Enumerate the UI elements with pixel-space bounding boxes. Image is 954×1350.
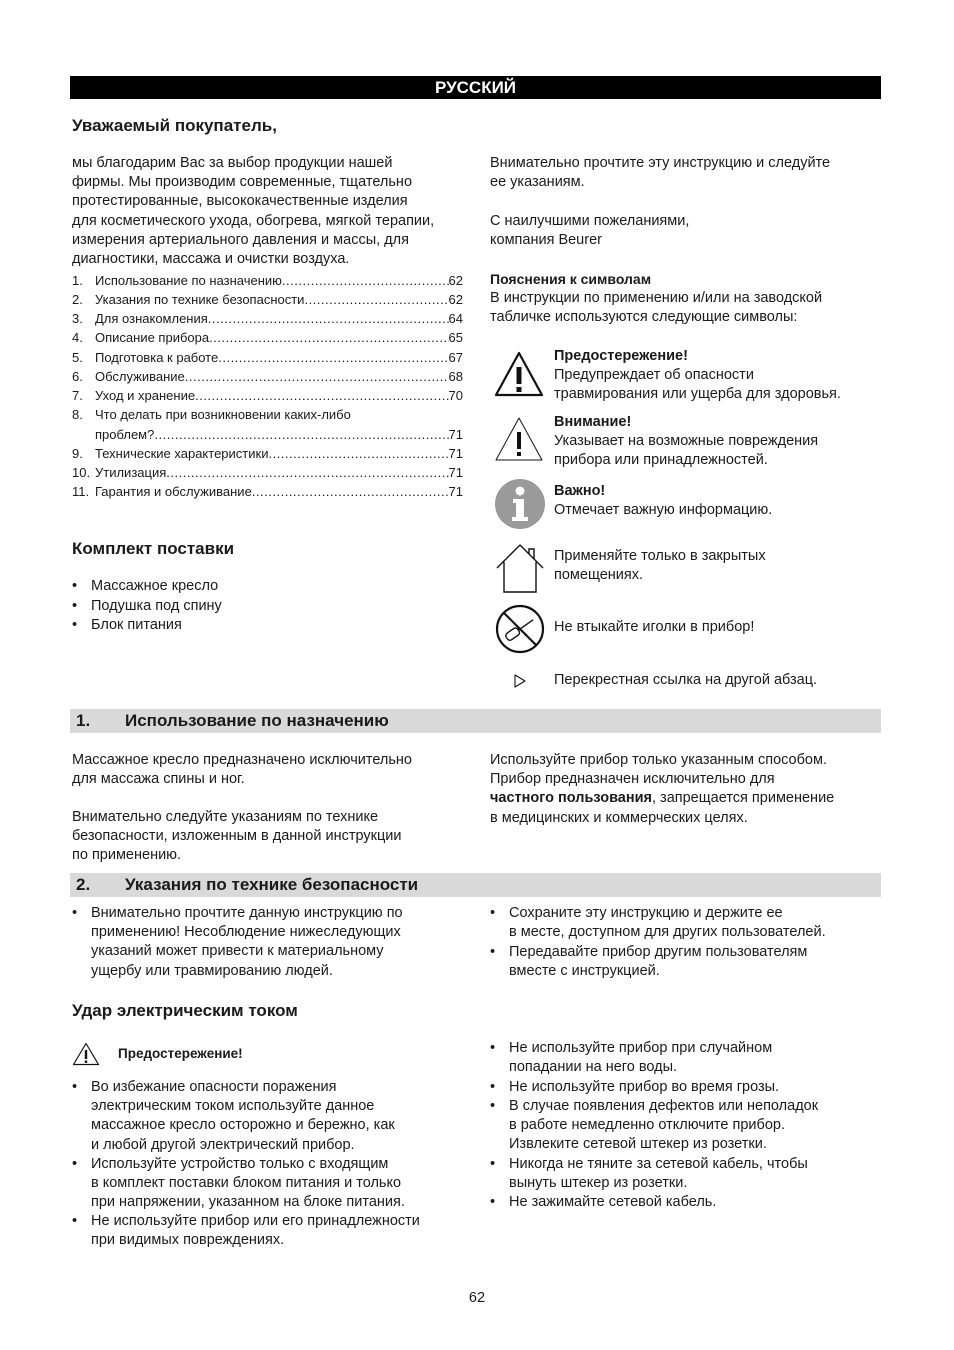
toc-item[interactable] (72, 444, 463, 463)
text-line: Отмечает важную информацию. (554, 502, 773, 519)
warning-triangle-icon (494, 351, 544, 397)
toc-number: 3. (72, 311, 83, 326)
section-1-right (490, 751, 890, 828)
toc-item[interactable] (72, 309, 463, 328)
regards-text (490, 212, 890, 250)
text-span: , запрещается применение (652, 790, 835, 807)
toc-label: проблем? (95, 427, 155, 442)
toc-item[interactable] (72, 367, 463, 386)
symbol-xref-text (554, 671, 817, 690)
text-line: диагностики, массажа и очистки воздуха. (72, 251, 350, 268)
text-line: Массажное кресло предназначено исключительно (72, 752, 412, 768)
no-needles-icon (495, 604, 545, 654)
toc-page: 71 (448, 484, 463, 499)
text-line: Извлеките сетевой штекер из розетки. (509, 1136, 767, 1153)
text-line: мы благодарим Вас за выбор продукции нашей (72, 155, 393, 171)
info-icon (494, 478, 546, 530)
text-line: Внимательно прочтите данную инструкцию по (91, 905, 403, 921)
toc-item[interactable] (72, 463, 463, 482)
symbols-intro (490, 289, 822, 327)
toc-item[interactable] (72, 482, 463, 501)
toc-leader (154, 425, 448, 444)
symbol-title: Важно! (554, 483, 606, 499)
toc-page: 65 (448, 330, 463, 345)
toc-page: 64 (448, 311, 463, 326)
toc-leader (282, 271, 449, 290)
toc-label: Что делать при возникновении каких-либо (95, 407, 351, 422)
section-1-left-p2 (72, 808, 472, 866)
text-line: Используйте устройство только с входящим (91, 1156, 389, 1172)
text-line: попадании на него воды. (509, 1059, 678, 1076)
section-2-header (70, 873, 881, 897)
text-line: для косметического ухода, обогрева, мягкой терапии, (72, 212, 435, 229)
text-line: вынуть штекер из розетки. (509, 1175, 688, 1192)
text-line: компания Beurer (490, 232, 602, 249)
toc-number: 10. (72, 465, 91, 480)
text-line: Не используйте прибор или его принадлежности (91, 1213, 420, 1229)
toc-leader (185, 367, 449, 386)
text-line: помещениях. (554, 567, 644, 584)
toc-leader (268, 444, 448, 463)
toc-number: 1. (72, 273, 83, 288)
toc-number: 7. (72, 388, 83, 403)
text-line: В случае появления дефектов или неполадок (509, 1098, 819, 1114)
text-line: Предупреждает об опасности (554, 367, 754, 384)
toc-leader (218, 348, 448, 367)
house-icon (494, 542, 546, 594)
text-line: Не втыкайте иголки в прибор! (554, 619, 755, 635)
toc-item[interactable] (72, 425, 463, 444)
text-line: в работе немедленно отключите прибор. (509, 1117, 785, 1134)
symbol-title: Внимание! (554, 414, 632, 430)
toc-item[interactable] (72, 271, 463, 290)
toc-label: Уход и хранение (95, 388, 196, 403)
text-line: в медицинских и коммерческих целях. (490, 809, 748, 826)
symbols-title: Пояснения к символам (490, 271, 652, 287)
toc-page: 62 (448, 273, 463, 288)
toc-label: Использование по назначению (95, 273, 282, 288)
toc-page: 68 (448, 369, 463, 384)
text-line: применению! Несоблюдение нижеследующих (91, 924, 401, 941)
toc-number: 6. (72, 369, 83, 384)
toc-item[interactable] (72, 328, 463, 347)
text-line: травмирования или ущерба для здоровья. (554, 386, 841, 403)
toc-number: 2. (72, 292, 83, 307)
text-line: при напряжении, указанном на блоке питания. (91, 1194, 405, 1211)
text-line: С наилучшими пожеланиями, (490, 213, 690, 229)
toc-label: Утилизация (95, 465, 167, 480)
text-line: Передавайте прибор другим пользователям (509, 944, 808, 960)
greeting-text (72, 154, 472, 269)
text-line: Указывает на возможные повреждения (554, 433, 819, 450)
toc-number: 11. (72, 484, 90, 499)
text-line: ее указаниям. (490, 174, 585, 191)
text-line: указаний может привести к материальному (91, 943, 384, 960)
toc-number: 4. (72, 330, 83, 345)
emphasis-text: частного пользования (490, 790, 652, 807)
toc-label: Описание прибора (95, 330, 210, 345)
symbol-caution-text (554, 413, 818, 471)
symbol-title: Предостережение! (554, 348, 688, 364)
section-number: 2. (76, 875, 91, 894)
page-number: 62 (468, 1290, 486, 1306)
toc-item[interactable] (72, 386, 463, 405)
toc-leader (195, 386, 448, 405)
text-line: ущербу или травмированию людей. (91, 962, 333, 979)
toc-page: 67 (448, 350, 463, 365)
toc-number (72, 425, 95, 444)
toc-item[interactable] (72, 348, 463, 367)
text-line: Используйте прибор только указанным способом. (490, 752, 827, 768)
caution-triangle-icon (494, 416, 544, 462)
toc-number: 9. (72, 446, 83, 461)
section-title: Указания по технике безопасности (125, 875, 419, 894)
toc-leader (166, 463, 448, 482)
symbol-indoor-text (554, 547, 766, 585)
toc-number: 8. (72, 407, 83, 422)
text-line (490, 789, 890, 808)
text-line: измерения артериального давления и массы, для (72, 231, 409, 248)
text-line: массажное кресло осторожно и бережно, как (91, 1117, 395, 1134)
text-line: Перекрестная ссылка на другой абзац. (554, 672, 818, 688)
toc-page: 70 (448, 388, 463, 403)
symbol-info-text (554, 482, 772, 520)
toc-label: Технические характеристики (95, 446, 269, 461)
read-instructions-text (490, 154, 890, 192)
toc-leader (208, 309, 449, 328)
language-header: РУССКИЙ (70, 76, 881, 99)
toc-page: 71 (448, 465, 463, 480)
text-line: Во избежание опасности поражения (91, 1079, 337, 1095)
toc-page: 71 (448, 446, 463, 461)
electric-title: Удар электрическим током (72, 1001, 298, 1020)
text-line: и любой другой электрический прибор. (91, 1136, 355, 1153)
warning-triangle-icon (72, 1042, 100, 1066)
toc-label: Подготовка к работе (95, 350, 219, 365)
toc-item[interactable] (72, 405, 463, 424)
symbol-warning-text (554, 347, 841, 405)
text-line: табличке используются следующие символы: (490, 309, 798, 326)
toc-label: Указания по технике безопасности (95, 292, 305, 307)
text-line: Не зажимайте сетевой кабель. (509, 1194, 717, 1210)
delivery-title: Комплект поставки (72, 539, 235, 558)
text-line: при видимых повреждениях. (91, 1232, 285, 1249)
text-line: в месте, доступном для других пользователей. (509, 924, 826, 941)
toc-number: 5. (72, 350, 83, 365)
toc-leader (209, 328, 448, 347)
text-line: Не используйте прибор при случайном (509, 1040, 773, 1056)
warning-label: Предостережение! (118, 1046, 243, 1061)
text-line: вместе с инструкцией. (509, 963, 660, 980)
toc-page: 71 (448, 427, 463, 442)
text-line: Сохраните эту инструкцию и держите ее (509, 905, 783, 921)
text-line: Никогда не тяните за сетевой кабель, чтобы (509, 1156, 808, 1172)
toc-item[interactable] (72, 290, 463, 309)
text-line: протестированные, высококачественные изделия (72, 193, 408, 210)
text-line: по применению. (72, 847, 182, 864)
greeting-title: Уважаемый покупатель, (72, 116, 277, 135)
text-line: прибора или принадлежностей. (554, 452, 768, 469)
text-line: Внимательно следуйте указаниям по технике (72, 809, 379, 825)
cross-reference-icon (514, 674, 526, 688)
section-title: Использование по назначению (125, 711, 389, 730)
toc-leader (304, 290, 448, 309)
text-line: в комплект поставки блоком питания и только (91, 1175, 402, 1192)
text-line: Не используйте прибор во время грозы. (509, 1079, 780, 1095)
toc-label: Обслуживание (95, 369, 185, 384)
text-line: фирмы. Мы производим современные, тщательно (72, 174, 413, 191)
text-line: Внимательно прочтите эту инструкцию и следуйте (490, 155, 831, 171)
toc-label: Для ознакомления (95, 311, 208, 326)
text-line: для массажа спины и ног. (72, 771, 245, 788)
toc-label: Гарантия и обслуживание (95, 484, 252, 499)
text-line: электрическим током используйте данное (91, 1098, 375, 1115)
section-number: 1. (76, 711, 91, 730)
toc-leader (252, 482, 449, 501)
symbol-needles-text (554, 618, 754, 637)
text-line: Применяйте только в закрытых (554, 548, 766, 564)
text-line: В инструкции по применению и/или на заводской (490, 290, 823, 306)
text-line: Прибор предназначен исключительно для (490, 771, 775, 788)
section-1-left-p1 (72, 751, 472, 789)
toc-page: 62 (448, 292, 463, 307)
section-1-header (70, 709, 881, 733)
text-line: безопасности, изложенным в данной инструкции (72, 828, 402, 845)
